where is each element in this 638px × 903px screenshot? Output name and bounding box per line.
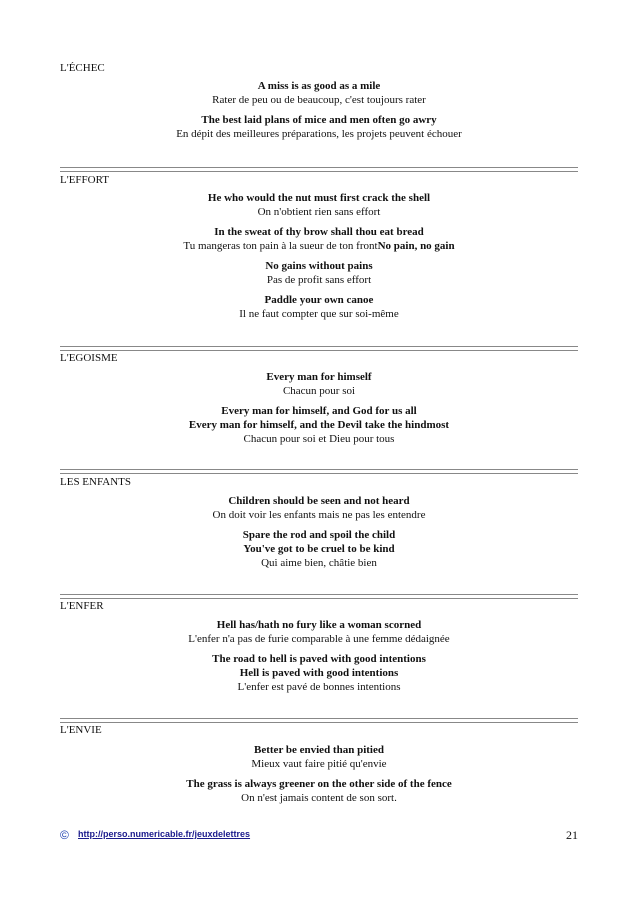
proverb-english: The road to hell is paved with good intentions [212, 653, 426, 665]
proverb-french: Mieux vaut faire pitié qu'envie [251, 758, 387, 770]
proverb-english: Every man for himself [266, 371, 372, 383]
page-number: 21 [566, 828, 578, 842]
proverb-english: No gains without pains [265, 260, 373, 272]
proverb-french: Chacun pour soi [282, 385, 356, 397]
proverb-english: You've got to be cruel to be kind [243, 543, 395, 555]
proverb-english: A miss is as good as a mile [257, 80, 381, 92]
proverb-english: Spare the rod and spoil the child [242, 529, 396, 541]
proverb-english: No pain, no gain [377, 240, 455, 252]
section-divider [60, 167, 578, 172]
section-divider [60, 469, 578, 474]
section-heading: L'EGOISME [60, 352, 118, 364]
proverb-french: Rater de peu ou de beaucoup, c'est toujours rater [212, 94, 426, 106]
footer-link[interactable]: http://perso.numericable.fr/jeuxdelettres [78, 829, 251, 839]
section-heading: L'ENVIE [60, 724, 102, 736]
page-footer [60, 828, 578, 844]
section-heading: L'ENFER [60, 600, 104, 612]
copyright-icon: © [60, 828, 69, 842]
section-heading: L'EFFORT [60, 174, 109, 186]
proverb-french: En dépit des meilleures préparations, les projets peuvent échouer [176, 128, 462, 140]
proverb-english: Hell is paved with good intentions [239, 667, 399, 679]
proverb-english: He who would the nut must first crack the shell [207, 192, 431, 204]
proverb-french: Il ne faut compter que sur soi-même [239, 308, 399, 320]
proverb-english: Every man for himself, and God for us all [221, 405, 417, 417]
section-heading: L'ÉCHEC [60, 62, 105, 74]
proverb-french: Chacun pour soi et Dieu pour tous [243, 433, 395, 445]
proverb-english: In the sweat of thy brow shall thou eat bread [214, 226, 424, 238]
section-heading: LES ENFANTS [60, 476, 131, 488]
proverb-english: Paddle your own canoe [264, 294, 374, 306]
proverb-english: Hell has/hath no fury like a woman scorned [216, 619, 422, 631]
proverb-english: The grass is always greener on the other side of the fence [186, 778, 452, 790]
proverb-english: The best laid plans of mice and men often go awry [201, 114, 437, 126]
proverb-french: L'enfer n'a pas de furie comparable à une femme dédaignée [188, 633, 450, 645]
section-divider [60, 594, 578, 599]
proverb-french-with-tail [60, 240, 578, 253]
section-divider [60, 718, 578, 723]
proverb-french: Tu mangeras ton pain à la sueur de ton front [183, 240, 378, 252]
proverb-french: On doit voir les enfants mais ne pas les entendre [212, 509, 426, 521]
section-divider [60, 346, 578, 351]
proverb-english: Every man for himself, and the Devil take the hindmost [188, 419, 450, 431]
proverb-french: On n'est jamais content de son sort. [241, 792, 397, 804]
proverb-french: Pas de profit sans effort [266, 274, 372, 286]
proverb-english: Children should be seen and not heard [228, 495, 410, 507]
proverb-english: Better be envied than pitied [254, 744, 384, 756]
proverb-french: L'enfer est pavé de bonnes intentions [237, 681, 401, 693]
proverb-french: On n'obtient rien sans effort [257, 206, 381, 218]
proverb-french: Qui aime bien, châtie bien [261, 557, 377, 569]
